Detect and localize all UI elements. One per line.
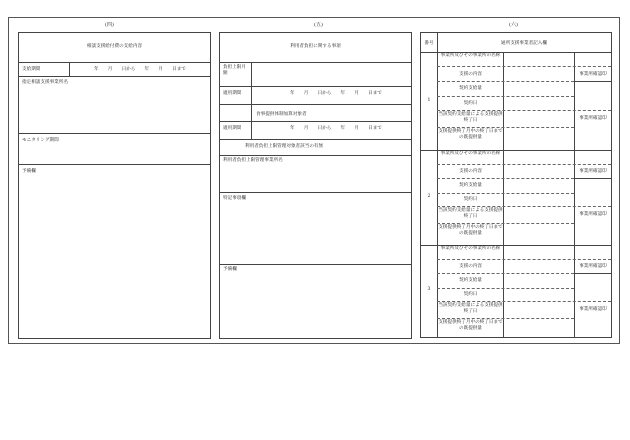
group-number: 2: [427, 194, 431, 199]
copayment-section: [219, 32, 412, 339]
confirm-stamp-label: 事業所確認印: [579, 72, 607, 77]
contract-date-label: 契約日: [463, 197, 478, 202]
group-number: 1: [427, 98, 431, 103]
contract-date-label: 契約日: [463, 292, 478, 297]
contract-end-label: 当該契約支給量による支援提供終了日: [438, 208, 503, 219]
support-content-label: 支援の内容: [459, 169, 482, 174]
contract-end-label: 当該契約支給量による支援提供終了日: [438, 112, 503, 123]
monthly-cap-label: 負担上限月額: [223, 65, 246, 76]
consultation-office-label: 指定相談支援事業所名: [22, 80, 68, 85]
support-content-label: 支援の内容: [459, 72, 482, 77]
provider-title: 通所支援事業者記入欄: [501, 41, 547, 46]
copayment-notes-label: 予備欄: [223, 267, 237, 272]
confirm-stamp-label: 事業所確認印: [579, 116, 607, 121]
confirm-stamp-label: 事業所確認印: [579, 307, 607, 312]
cap-management-label: 利用者負担上限管理対象者該当の有無: [245, 144, 324, 149]
confirm-stamp-label: 事業所確認印: [579, 212, 607, 217]
end-amount-label: 支援提供終了月中の終了日までの既提供量: [438, 225, 503, 236]
contract-amount-label: 契約支給量: [459, 183, 482, 188]
end-amount-label: 支援提供終了月中の終了日までの既提供量: [438, 320, 503, 331]
group-number: 3: [427, 287, 431, 292]
support-content-label: 支援の内容: [459, 264, 482, 269]
number-header: 番号: [424, 41, 434, 46]
end-amount-label: 支援提供終了月中の終了日までの既提供量: [438, 129, 503, 140]
meal-provision-label: 食事提供体制加算対象者: [256, 112, 307, 117]
special-notes-label: 特記事項欄: [223, 196, 246, 201]
provider-section: [420, 32, 612, 338]
contract-amount-label: 契約支給量: [459, 278, 482, 283]
column-header-four: (四): [105, 22, 114, 28]
form-page: [8, 17, 620, 344]
benefit-notes-label: 予備欄: [22, 169, 36, 174]
benefit-period-label: 支給期間: [22, 67, 41, 72]
column-header-five: (五): [314, 22, 323, 28]
confirm-stamp-label: 事業所確認印: [579, 264, 607, 269]
copayment-title: 利用者負担に関する事項: [290, 44, 341, 49]
office-name-label: 事業所及びその事業所の名称: [440, 151, 501, 156]
cap-management-office-label: 利用者負担上限管理事業所名: [223, 158, 283, 163]
cap-period-value: 年 月 日から 年 月 日まで: [290, 91, 382, 96]
confirm-stamp-label: 事業所確認印: [579, 169, 607, 174]
contract-date-label: 契約日: [463, 101, 478, 106]
contract-end-label: 当該契約支給量による支援提供終了日: [438, 303, 503, 314]
office-name-label: 事業所及びその事業所の名称: [440, 53, 501, 58]
benefit-section: [18, 32, 211, 339]
cap-period-label: 適用期間: [223, 91, 242, 96]
office-name-label: 事業所及びその事業所の名称: [440, 246, 501, 251]
monitoring-period-label: モニタリング期間: [22, 138, 59, 143]
contract-amount-label: 契約支給量: [459, 86, 482, 91]
benefit-period-value: 年 月 日から 年 月 日まで: [94, 67, 186, 72]
column-header-six: (六): [509, 22, 518, 28]
benefit-title: 相談支援給付費の支給内容: [86, 44, 143, 49]
meal-period-value: 年 月 日から 年 月 日まで: [290, 126, 382, 131]
meal-period-label: 適用期間: [223, 126, 242, 131]
